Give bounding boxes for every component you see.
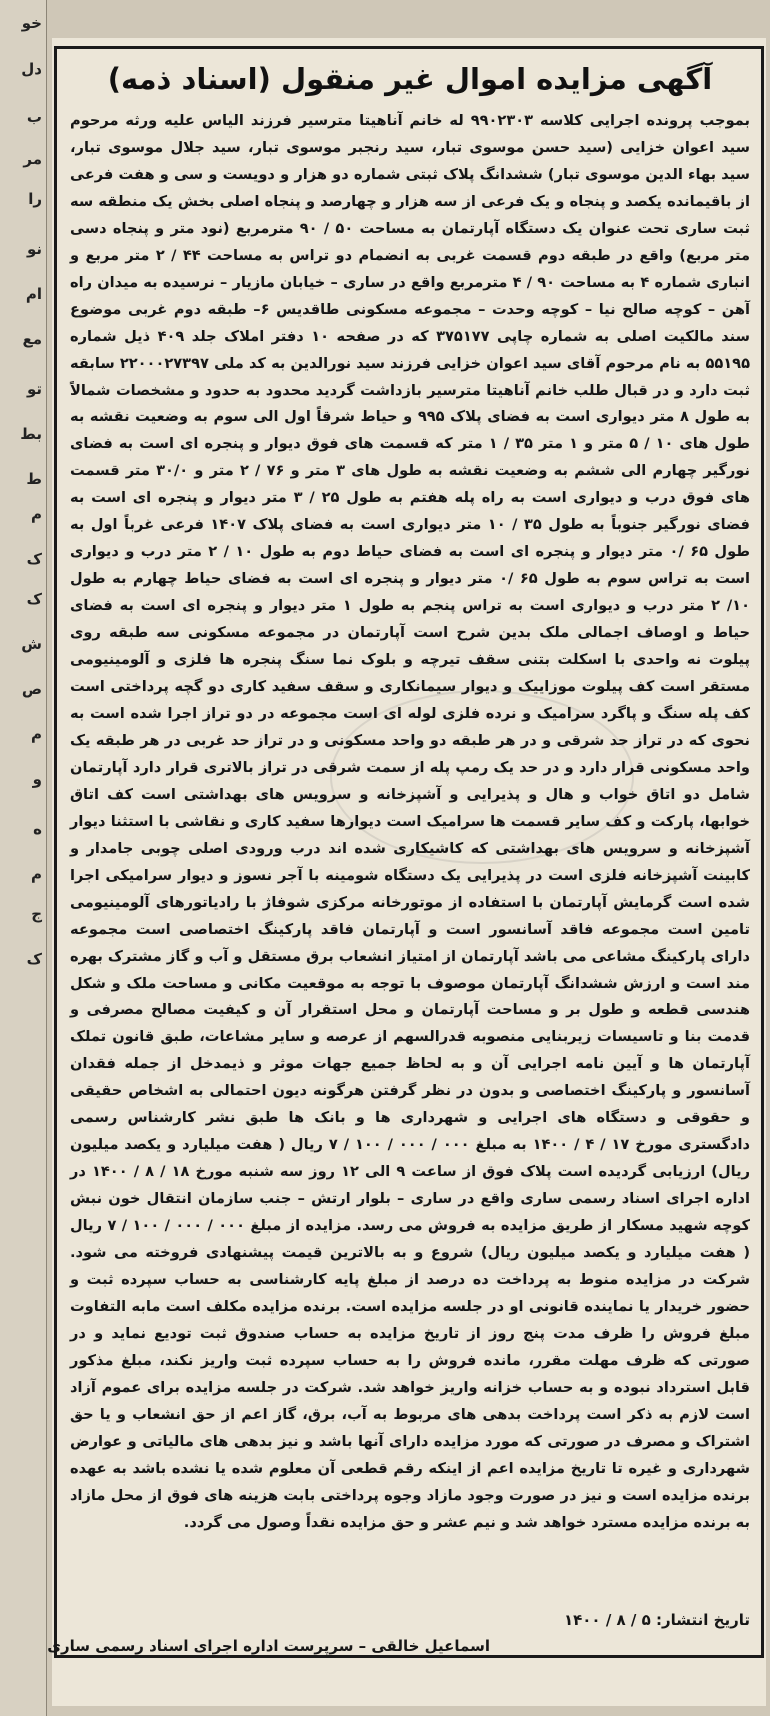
publish-date: تاریخ انتشار: ۵ / ۸ / ۱۴۰۰ [563, 1611, 750, 1629]
margin-fragment-text: و [32, 770, 42, 788]
margin-fragment-text: ب [26, 108, 42, 126]
margin-fragment-text: را [28, 190, 42, 208]
margin-fragment-text: ک [26, 950, 42, 968]
margin-fragment-text: مع [22, 330, 42, 348]
margin-fragment-text: ک [26, 550, 42, 568]
margin-fragment-text: ج [31, 905, 42, 923]
margin-fragment-text: ه [33, 820, 42, 838]
margin-fragment-text: ام [25, 285, 42, 303]
margin-fragment-text: م [31, 725, 42, 743]
margin-fragment-text: بط [20, 425, 42, 443]
margin-fragment-text: مر [23, 150, 42, 168]
margin-fragment-text: ک [26, 590, 42, 608]
margin-fragment-text: م [31, 865, 42, 883]
notice-body: بموجب پرونده اجرایی کلاسه ۹۹۰۲۳۰۳ له خانم آناهیتا مترسیر فرزند الیاس علیه ورثه مرحوم سید اعوان خزایی (سید حسن موسوی تبار، سید رنجبر موسوی تبار، سید جلال موسوی تبار، سید بهاء الدین موسوی تبار) ششدانگ پلاک ثبتی شماره دو هزار و دویست و سی و هفت فرعی از باقیمانده یکصد و پنجاه و یک فرعی از سه هزار و چهارصد و پنجاه اصلی بخش یک منطقه سه ثبت ساری تحت عنوان یک دستگاه آپارتمان به مساحت ۵۰ / ۹۰ مترمربع (نود متر و پنجاه دسی متر مربع) واقع در طبقه دوم قسمت غربی به انضمام دو تراس به مساحت ۴۴ / ۲ متر مربع و انباری شماره ۴ به مساحت ۹۰ / ۴ مترمربع واقع در ساری – خیابان مازیار – نرسیده به میدان راه آهن – کوچه صالح نیا – کوچه وحدت – مجموعه مسکونی طاقدیس ۶– طبقه دوم غربی موضوع سند مالکیت اصلی به شماره چاپی ۳۷۵۱۷۷ که در صفحه ۱۰ دفتر املاک جلد ۴۰۹ ذیل شماره ۵۵۱۹۵ به نام مرحوم آقای سید اعوان خزایی فرزند سید نورالدین به کد ملی ۲۲۰۰۰۲۷۳۹۷ سابقه ثبت دارد و در قبال طلب خانم آناهیتا مترسیر بازداشت گردید محدود به حدود و مشخصات شمالاً به طول ۸ متر دیواری است به فضای پلاک ۹۹۵ و حیاط شرقاً اول الی سوم به وضعیت نقشه به طول های ۱۰ / ۵ متر و ۱ متر ۳۵ / ۱ متر که قسمت های فوق دیوار و پنجره ای است به فضای نورگیر چهارم الی ششم به وضعیت نقشه به طول های ۳ متر و ۷۶ / ۲ متر و ۳۰/۰ متر قسمت های فوق درب و دیواری است به راه پله هفتم به طول ۲۵ / ۳ متر دیوار و پنجره ای است به فضای نورگیر جنوباً به طول ۳۵ / ۱۰ متر دیواری است به فضای پلاک ۱۴۰۷ فرعی غرباً اول به طول ۶۵ /۰ متر دیوار و پنجره ای است به فضای حیاط دوم به طول ۱۰ / ۲ متر درب و دیواری است به تراس سوم به طول ۶۵ /۰ متر دیوار و پنجره ای است به فضای حیاط چهارم به طول ۱۰/ ۲ متر درب و دیواری است به تراس پنجم به طول ۱ متر دیوار و پنجره ای است به فضای حیاط و اوصاف اجمالی ملک بدین شرح است آپارتمان در مجموعه مسکونی سه طبقه روی پیلوت نه واحدی با اسکلت بتنی سقف تیرچه و بلوک نما سنگ پنجره ها فلزی و آلومینیومی مستقر است کف پیلوت موزاییک و دیوار سیمانکاری و سقف سفید کاری دو گچه پرداختی است کف پله سنگ و پاگرد سرامیک و نرده فلزی لوله ای است مجموعه در دو تراز اجرا شده است به نحوی که در تراز حد شرقی و در هر طبقه دو واحد مسکونی و در تراز حد غربی در هر طبقه یک واحد مسکونی قرار دارد و در حد یک رمپ پله از سمت شرقی در تراز بالاتری قرار دارد آپارتمان شامل دو اتاق خواب و هال و پذیرایی و آشپزخانه و سرویس های بهداشتی است کف اتاق خوابها، پارکت و کف سایر قسمت ها سرامیک است دیوارها سفید کاری و نقاشی با استثنا دیوار آشپزخانه و سرویس های بهداشتی که کاشیکاری شده اند درب ورودی اصلی چوبی جامدار و کابینت آشپزخانه فلزی است در پذیرایی یک دستگاه شومینه با آجر نسوز و دیوار سرامیکی اجرا شده است گرمایش آپارتمان با استفاده از موتورخانه مرکزی شوفاژ با رادیاتورهای آلومینیومی تامین است مجموعه فاقد آسانسور است و آپارتمان فاقد پارکینگ اختصاصی است مجموعه دارای پارکینگ مشاعی می باشد آپارتمان از امتیاز انشعاب برق مستقل و آب و گاز مشترک بهره مند است و ارزش ششدانگ آپارتمان موصوف با توجه به موقعیت مکانی و مساحت ملک و شکل هندسی قطعه و طول بر و مساحت آپارتمان و محل استقرار آن و کیفیت مصالح مصرفی و قدمت بنا و تاسیسات زیربنایی منصوبه قدرالسهم از عرصه و سایر مشاعات، طبق قانون تملک آپارتمان ها و آیین نامه اجرایی آن و به لحاظ جمیع جهات موثر و ذیمدخل از جمله فقدان آسانسور و پارکینگ اختصاصی و بدون در نظر گرفتن هرگونه دیون احتمالی به اشخاص حقیقی و حقوقی و دستگاه های اجرایی و شهرداری ها و بانک ها طبق نشر کارشناس رسمی دادگستری مورخ ۱۷ / ۴ / ۱۴۰۰ به مبلغ ۰۰۰ / ۰۰۰ / ۱۰۰ / ۷ ریال ( هفت میلیارد و یکصد میلیون ریال) ارزیابی گردیده است پلاک فوق از ساعت ۹ الی ۱۲ روز سه شنبه مورخ ۱۸ / ۸ / ۱۴۰۰ در اداره اجرای اسناد رسمی ساری واقع در ساری – بلوار ارتش – جنب سازمان انتقال خون نبش کوچه شهید مسکار از طریق مزایده به فروش می رسد. مزایده از مبلغ ۰۰۰ / ۰۰۰ / ۱۰۰ / ۷ ریال ( هفت میلیارد و یکصد میلیون ریال) شروع و به بالاترین قیمت پیشنهادی فروخته می شود. شرکت در مزایده منوط به پرداخت ده درصد از مبلغ پایه کارشناسی به حساب سپرده ثبت و حضور خریدار یا نماینده قانونی او در جلسه مزایده است. برنده مزایده مکلف است مابه التفاوت مبلغ فروش را ظرف مدت پنج روز از تاریخ مزایده به حساب صندوق ثبت تودیع نماید و در صورتی که ظرف مهلت مقرر، مانده فروش را به حساب سپرده ثبت واریز نکند، مبلغ مذکور قابل استرداد نبوده و به حساب خزانه واریز خواهد شد. شرکت در جلسه مزایده برای عموم آزاد است لازم به ذکر است پرداخت بدهی های مربوط به آب، برق، گاز اعم از حق انشعاب و یا حق اشتراک و مصرف در صورتی که مورد مزایده دارای آنها باشد و نیز بدهی های مالیاتی و عوارض شهرداری و غیره تا تاریخ مزایده اعم از اینکه رقم قطعی آن معلوم شده یا نشده باشد به عهده برنده مزایده است و نیز در صورت وجود مازاد وجوه پرداختی بابت هزینه های فوق از محل مازاد به برنده مزایده مسترد خواهد شد و نیم عشر و حق مزایده نقداً وصول می گردد. [70, 112, 751, 1531]
notice-title: آگهی مزایده اموال غیر منقول (اسناد ذمه) [107, 62, 713, 96]
signature-line: اسماعیل خالقی – سرپرست اداره اجرای اسناد رسمی ساری [47, 1637, 490, 1655]
margin-fragment-text: ط [26, 470, 42, 488]
margin-fragment-text: تو [26, 380, 42, 398]
margin-fragment-text: خو [21, 14, 42, 32]
margin-fragment-text: نو [26, 240, 42, 258]
adjacent-column-strip [0, 0, 47, 1716]
margin-fragment-text: ش [21, 635, 42, 653]
margin-fragment-text: دل [21, 60, 42, 78]
margin-fragment-text: م [31, 505, 42, 523]
margin-fragment-text: ص [21, 680, 42, 698]
